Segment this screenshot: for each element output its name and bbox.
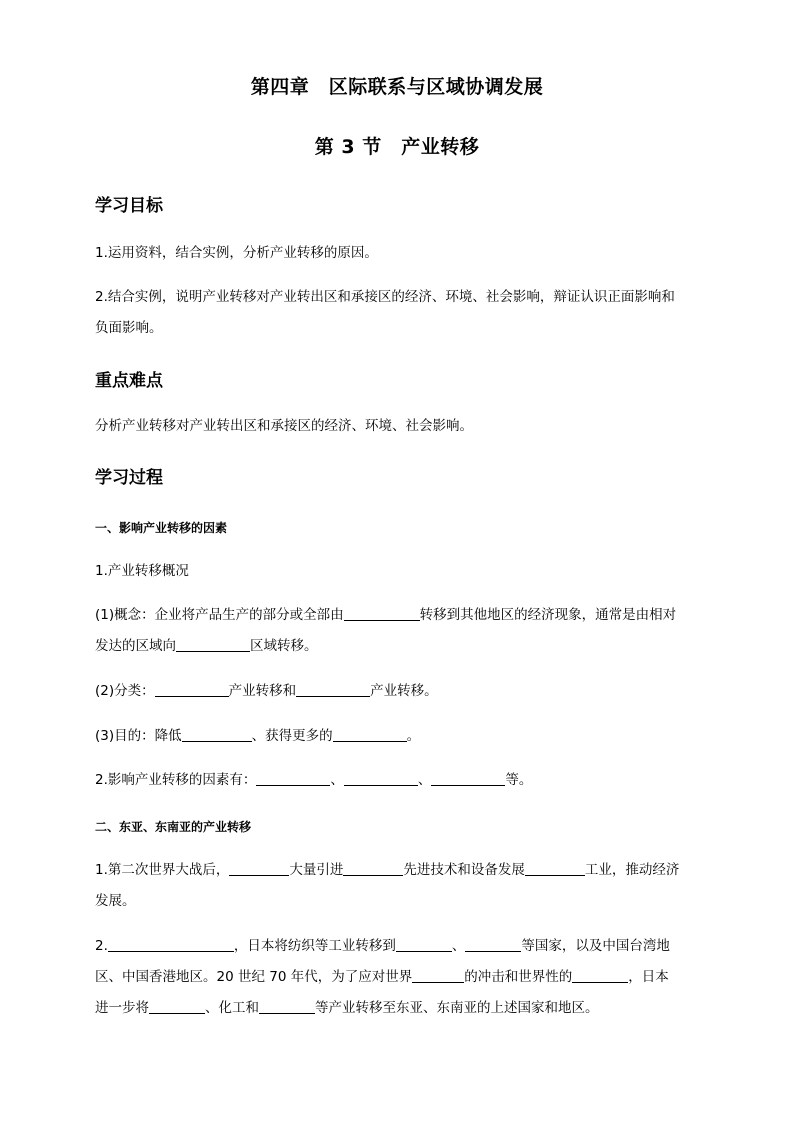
p2-text-e: 区、中国香港地区。20 世纪 70 年代，为了应对世界 [95,969,413,985]
p2-blank-3[interactable] [465,936,521,952]
purpose-text-a: (3)目的：降低 [95,728,182,744]
goal-item-1: 1.运用资料，结合实例，分析产业转移的原因。 [95,245,378,261]
p2-text-a: 2. [95,938,108,954]
purpose-text-b: 、获得更多的 [251,728,333,744]
concept-text-d: 区域转移。 [250,638,318,654]
p2-blank-4[interactable] [412,967,464,983]
p1-blank-2[interactable] [343,860,403,876]
classify-blank-2[interactable] [296,681,370,697]
purpose-line [95,721,705,752]
concept-blank-1[interactable] [344,605,420,621]
part2-p2-line-1 [95,931,705,962]
part2-p1-line-1 [95,855,705,886]
part2-p2-line-2 [95,962,705,993]
chapter-title: 第四章 区际联系与区域协调发展 [250,76,544,98]
part2-heading: 二、东亚、东南亚的产业转移 [95,820,252,834]
overview-line: 1.产业转移概况 [95,563,189,579]
factors-text-a: 2.影响产业转移的因素有： [95,772,257,788]
classify-text-c: 产业转移。 [370,683,438,699]
classify-text-a: (2)分类： [95,683,155,699]
key-points-text: 分析产业转移对产业转出区和承接区的经济、环境、社会影响。 [95,418,473,434]
purpose-text-c: 。 [406,728,421,744]
p2-blank-2[interactable] [396,936,452,952]
p2-text-h: 进一步将 [95,1000,149,1016]
p2-text-f: 的冲击和世界性的 [464,969,573,985]
p2-text-b: ，日本将纺织等工业转移到 [233,938,396,954]
p1-text-c: 先进技术和设备发展 [403,862,525,878]
concept-line-1 [95,600,705,631]
p1-blank-3[interactable] [525,860,585,876]
p1-text-a: 1.第二次世界大战后， [95,862,230,878]
factors-line [95,765,705,796]
concept-blank-2[interactable] [176,636,250,652]
p2-text-i: 、化工和 [205,1000,259,1016]
part2-p1-line-2: 发展。 [95,893,136,909]
p2-text-c: 、 [451,938,466,954]
factors-sep-2: 、 [417,772,432,788]
factors-sep-1: 、 [330,772,344,788]
factors-blank-2[interactable] [344,770,418,786]
p2-text-g: ，日本 [628,969,669,985]
p2-blank-7[interactable] [259,998,315,1014]
purpose-blank-1[interactable] [182,726,252,742]
goals-heading: 学习目标 [95,196,163,216]
goal-item-2-line-1: 2.结合实例，说明产业转移对产业转出区和承接区的经济、环境、社会影响，辩证认识正面影响和 [95,289,675,305]
classify-text-b: 产业转移和 [228,683,297,699]
purpose-blank-2[interactable] [333,726,407,742]
classify-line [95,676,705,707]
part2-p2-line-3 [95,993,705,1024]
classify-blank-1[interactable] [155,681,229,697]
p2-text-d: 等国家，以及中国台湾地 [521,938,670,954]
part1-heading: 一、影响产业转移的因素 [95,521,228,535]
p2-blank-6[interactable] [149,998,205,1014]
key-points-heading: 重点难点 [95,371,163,391]
p2-blank-5[interactable] [572,967,628,983]
concept-text-b: 转移到其他地区的经济现象，通常是由相对 [419,607,677,623]
section-title: 第 3 节 产业转移 [314,136,480,158]
p1-text-b: 大量引进 [289,862,344,878]
factors-blank-1[interactable] [256,770,330,786]
p1-blank-1[interactable] [229,860,289,876]
p1-text-d: 工业，推动经济 [584,862,680,878]
process-heading: 学习过程 [95,468,163,488]
factors-blank-3[interactable] [431,770,505,786]
factors-end: 等。 [505,772,533,788]
p2-blank-1[interactable] [108,936,234,952]
concept-line-2 [95,631,705,662]
p2-text-j: 等产业转移至东亚、东南亚的上述国家和地区。 [315,1000,599,1016]
concept-text-a: (1)概念：企业将产品生产的部分或全部由 [95,607,344,623]
concept-text-c: 发达的区域向 [95,638,176,654]
goal-item-2-line-2: 负面影响。 [95,320,163,336]
